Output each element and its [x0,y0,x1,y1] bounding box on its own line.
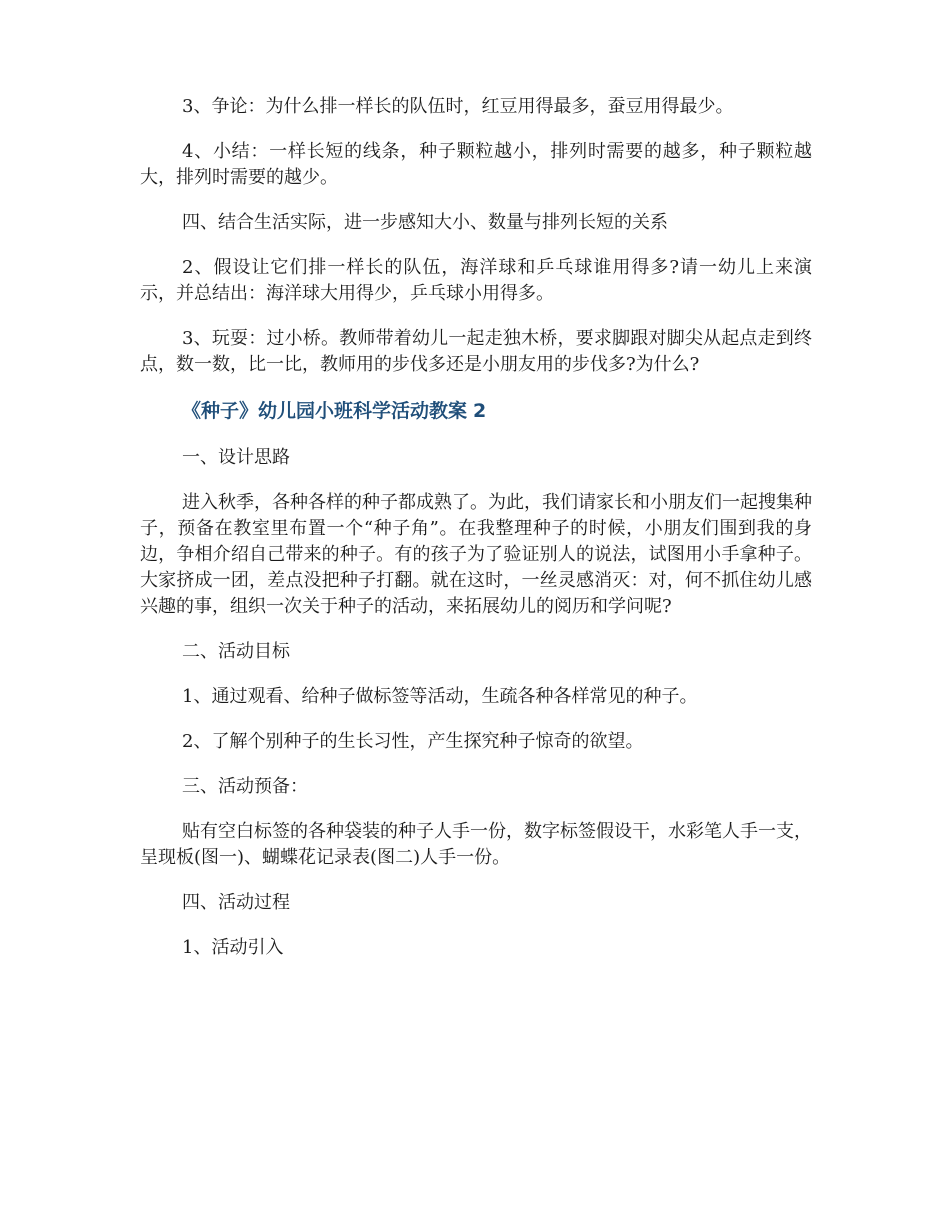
lesson-plan-title [140,397,812,425]
paragraph-bridge-game: 3、玩耍：过小桥。教师带着幼儿一起走独木桥，要求脚跟对脚尖从起点走到终点，数一数，比一比，教师用的步伐多还是小朋友用的步伐多?为什么? [140,328,812,375]
paragraph-ball-comparison: 2、假设让它们排一样长的队伍，海洋球和乒乓球谁用得多?请一幼儿上来演示，并总结出：海洋球大用得少，乒乓球小用得多。 [140,257,812,304]
paragraph-activity-prep: 贴有空白标签的各种袋装的种子人手一份，数字标签假设干，水彩笔人手一支，呈现板(图一)、蝴蝶花记录表(图二)人手一份。 [140,821,812,868]
document-body [140,94,812,980]
section-heading-four: 四、结合生活实际，进一步感知大小、数量与排列长短的关系 [182,212,668,233]
goal-item-1: 1、通过观看、给种子做标签等活动，生疏各种各样常见的种子。 [182,686,698,707]
section-design-idea: 一、设计思路 [182,447,290,468]
paragraph-summary: 4、小结：一样长短的线条，种子颗粒越小，排列时需要的越多，种子颗粒越大，排列时需要的越少。 [140,141,812,188]
lesson-plan-title-text: 《种子》幼儿园小班科学活动教案 [182,400,468,422]
lesson-plan-number: 2 [473,400,487,422]
goal-item-2: 2、了解个别种子的生长习性，产生探究种子惊奇的欲望。 [182,731,644,752]
section-activity-process: 四、活动过程 [182,892,290,913]
paragraph-design-idea: 进入秋季，各种各样的种子都成熟了。为此，我们请家长和小朋友们一起搜集种子，预备在教室里布置一个“种子角”。在我整理种子的时候，小朋友们围到我的身边，争相介绍自己带来的种子。有的孩子为了验证别人的说法，试图用小手拿种子。大家挤成一团，差点没把种子打翻。就在这时，一丝灵感消灭：对，何不抓住幼儿感兴趣的事，组织一次关于种子的活动，来拓展幼儿的阅历和学问呢? [140,492,812,617]
paragraph-debate: 3、争论：为什么排一样长的队伍时，红豆用得最多，蚕豆用得最少。 [182,96,734,117]
section-activity-goals: 二、活动目标 [182,641,290,662]
section-activity-prep: 三、活动预备： [182,776,308,797]
process-item-1: 1、活动引入 [182,937,284,958]
